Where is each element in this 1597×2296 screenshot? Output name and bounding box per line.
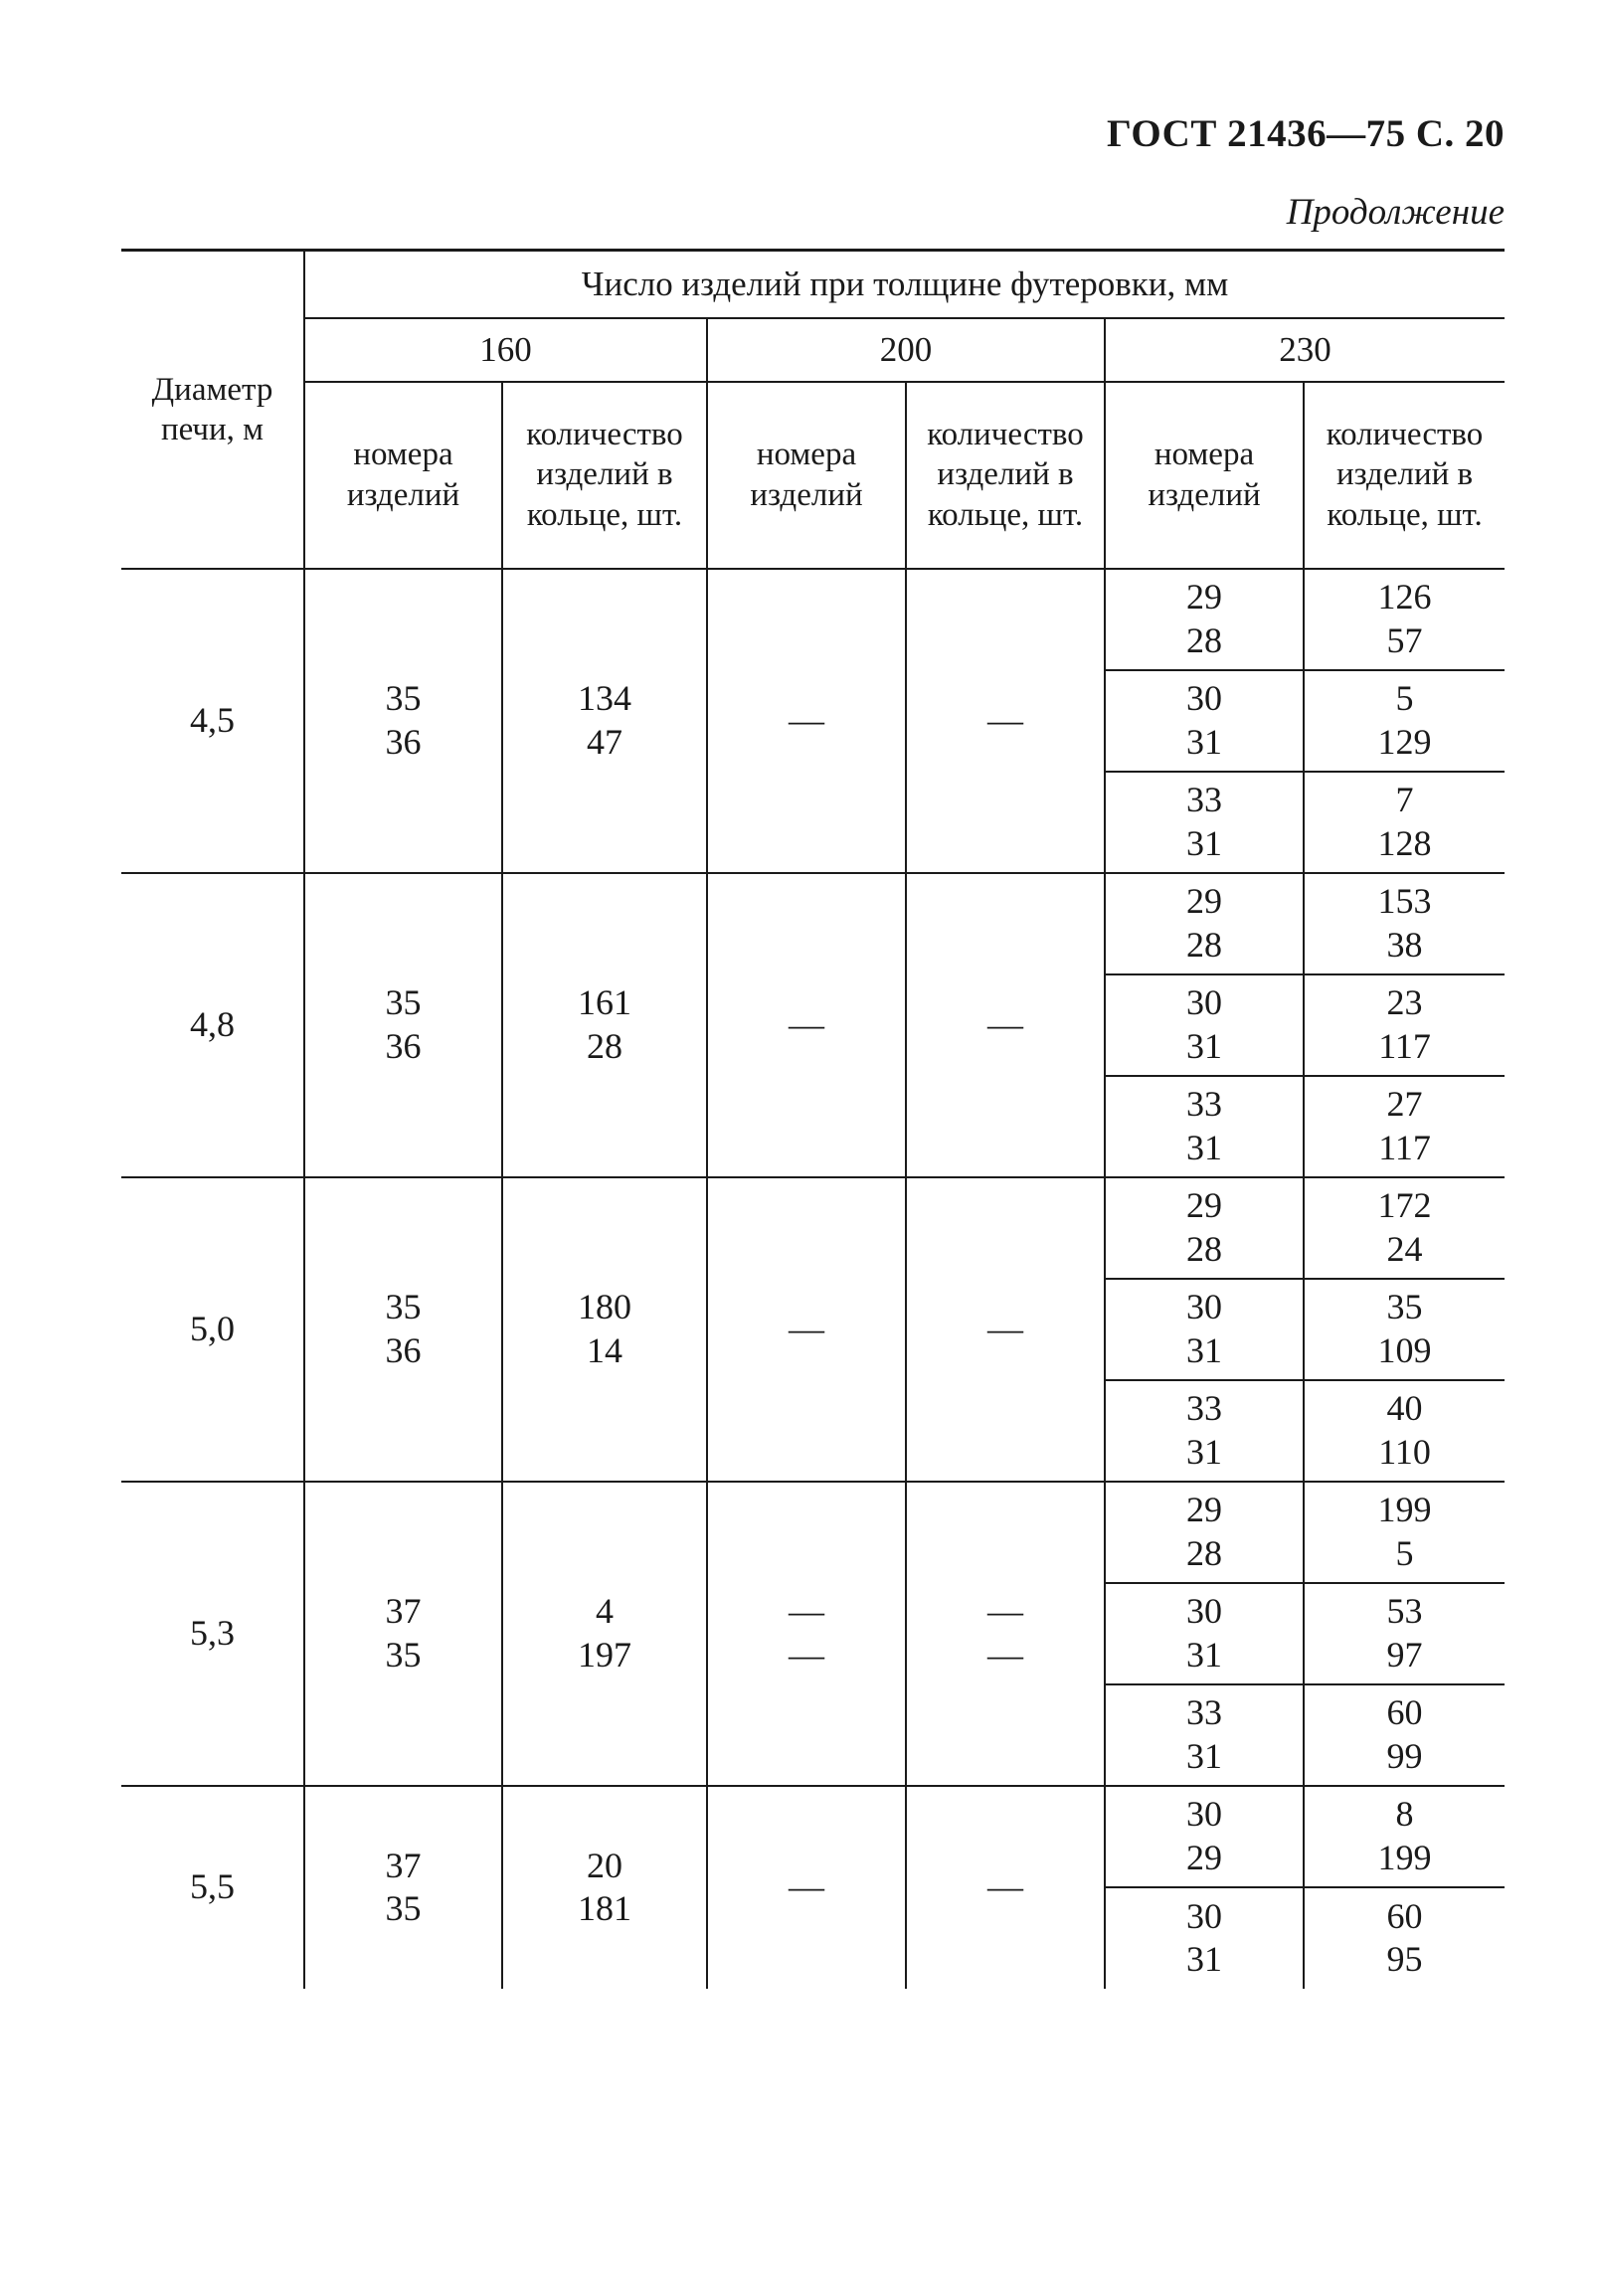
numbers-header: номера изделий (707, 382, 906, 569)
count-header: количество изделий в кольце, шт. (906, 382, 1105, 569)
dash: — (789, 1634, 824, 1675)
item-number: 29 (1186, 577, 1222, 618)
t230-numbers (1105, 974, 1304, 1076)
item-count: 153 (1377, 881, 1432, 922)
item-count: 5 (1395, 1532, 1414, 1573)
t160-numbers (304, 1786, 502, 1989)
item-number: 31 (1186, 822, 1222, 863)
item-count: 60 (1386, 1895, 1423, 1936)
t200-numbers (707, 1177, 906, 1482)
item-count: 53 (1386, 1591, 1423, 1632)
item-count: 95 (1386, 1939, 1423, 1979)
item-number: 31 (1186, 1127, 1222, 1167)
item-count: 23 (1386, 982, 1423, 1023)
t160-numbers (304, 873, 502, 1177)
item-number: 31 (1186, 1939, 1222, 1979)
item-number: 35 (385, 1634, 422, 1675)
item-count: 27 (1386, 1084, 1423, 1125)
t230-numbers (1105, 1887, 1304, 1989)
diameter-cell: 5,5 (121, 1786, 304, 1989)
t200-numbers (707, 1786, 906, 1989)
dash: — (987, 1308, 1023, 1348)
item-number: 29 (1186, 1490, 1222, 1530)
item-count: 126 (1377, 577, 1432, 618)
t230-numbers (1105, 772, 1304, 873)
dash: — (987, 1866, 1023, 1907)
item-number: 30 (1186, 1895, 1222, 1936)
item-number: 31 (1186, 1329, 1222, 1370)
t230-counts (1304, 873, 1505, 974)
t200-numbers (707, 569, 906, 873)
item-number: 33 (1186, 780, 1222, 820)
t230-counts (1304, 1583, 1505, 1684)
item-count: 38 (1386, 924, 1423, 965)
item-number: 28 (1186, 619, 1222, 660)
t200-numbers (707, 873, 906, 1177)
item-number: 37 (385, 1591, 422, 1632)
item-count: 47 (587, 721, 622, 762)
diameter-header: Диаметр печи, м (121, 251, 304, 569)
item-number: 36 (385, 1329, 422, 1370)
item-count: 134 (578, 678, 631, 719)
t230-numbers (1105, 1684, 1304, 1786)
t230-numbers (1105, 873, 1304, 974)
t230-counts (1304, 1887, 1505, 1989)
t200-counts (906, 1177, 1105, 1482)
item-count: 117 (1378, 1127, 1431, 1167)
t160-numbers (304, 569, 502, 873)
t230-counts (1304, 1279, 1505, 1380)
item-number: 31 (1186, 1634, 1222, 1675)
t160-counts (502, 569, 707, 873)
item-number: 31 (1186, 1735, 1222, 1776)
item-count: 28 (587, 1025, 622, 1066)
thickness-200-header: 200 (707, 318, 1105, 382)
item-number: 36 (385, 721, 422, 762)
t230-counts (1304, 1786, 1505, 1887)
item-number: 29 (1186, 881, 1222, 922)
item-number: 35 (385, 1888, 422, 1928)
item-count: 117 (1378, 1025, 1431, 1066)
t230-numbers (1105, 1279, 1304, 1380)
item-count: 14 (587, 1329, 622, 1370)
t160-counts (502, 1177, 707, 1482)
t160-counts (502, 1482, 707, 1786)
item-number: 30 (1186, 1287, 1222, 1327)
dash: — (987, 699, 1023, 740)
dash: — (789, 1308, 824, 1348)
t230-numbers (1105, 1482, 1304, 1583)
t230-counts (1304, 1177, 1505, 1279)
item-count: 128 (1377, 822, 1432, 863)
item-count: 99 (1386, 1735, 1423, 1776)
t230-numbers (1105, 1076, 1304, 1177)
dash: — (789, 1591, 824, 1632)
item-number: 35 (385, 1287, 422, 1327)
item-number: 28 (1186, 924, 1222, 965)
dash: — (987, 1591, 1023, 1632)
diameter-cell: 4,5 (190, 699, 235, 740)
continuation-label: Продолжение (1286, 192, 1505, 233)
item-number: 29 (1186, 1185, 1222, 1226)
thickness-160-header: 160 (304, 318, 707, 382)
item-number: 30 (1186, 1591, 1222, 1632)
item-count: 109 (1377, 1329, 1432, 1370)
item-count: 40 (1386, 1388, 1423, 1429)
thickness-230-header: 230 (1105, 318, 1505, 382)
item-number: 29 (1186, 1837, 1222, 1877)
item-count: 197 (578, 1634, 631, 1675)
item-number: 30 (1186, 678, 1222, 719)
item-count: 110 (1378, 1431, 1431, 1472)
dash: — (789, 1866, 824, 1907)
t230-counts (1304, 670, 1505, 772)
t230-numbers (1105, 1177, 1304, 1279)
t160-numbers (304, 1177, 502, 1482)
item-count: 57 (1386, 619, 1423, 660)
item-count: 7 (1395, 780, 1414, 820)
group-header: Число изделий при толщине футеровки, мм (304, 251, 1505, 318)
item-number: 33 (1186, 1084, 1222, 1125)
item-number: 31 (1186, 1025, 1222, 1066)
t230-numbers (1105, 1380, 1304, 1482)
t230-counts (1304, 569, 1505, 670)
item-number: 35 (385, 678, 422, 719)
lining-table (121, 249, 1505, 1989)
t200-numbers (707, 1482, 906, 1786)
t160-numbers (304, 1482, 502, 1786)
count-header: количество изделий в кольце, шт. (1304, 382, 1505, 569)
dash: — (789, 1003, 824, 1044)
item-number: 33 (1186, 1388, 1222, 1429)
item-number: 37 (385, 1845, 422, 1885)
t230-counts (1304, 772, 1505, 873)
item-count: 20 (587, 1845, 622, 1885)
item-count: 24 (1386, 1228, 1423, 1269)
item-count: 181 (578, 1888, 631, 1928)
item-count: 199 (1377, 1490, 1432, 1530)
dash: — (789, 699, 824, 740)
item-count: 97 (1386, 1634, 1423, 1675)
page-title: ГОСТ 21436—75 С. 20 (1107, 112, 1505, 155)
numbers-header: номера изделий (304, 382, 502, 569)
item-count: 5 (1395, 678, 1414, 719)
t200-counts (906, 1786, 1105, 1989)
item-number: 30 (1186, 1794, 1222, 1835)
diameter-cell: 5,3 (121, 1482, 304, 1786)
t230-numbers (1105, 670, 1304, 772)
item-number: 33 (1186, 1692, 1222, 1733)
dash: — (987, 1634, 1023, 1675)
item-count: 161 (578, 982, 631, 1023)
item-count: 129 (1377, 721, 1432, 762)
t160-counts (502, 873, 707, 1177)
t230-numbers (1105, 1786, 1304, 1887)
t230-numbers (1105, 1583, 1304, 1684)
item-number: 31 (1186, 1431, 1222, 1472)
t230-counts (1304, 1076, 1505, 1177)
count-header: количество изделий в кольце, шт. (502, 382, 707, 569)
item-number: 28 (1186, 1532, 1222, 1573)
item-count: 180 (578, 1287, 631, 1327)
item-count: 4 (596, 1591, 614, 1632)
item-number: 36 (385, 1025, 422, 1066)
item-number: 30 (1186, 982, 1222, 1023)
t230-counts (1304, 1380, 1505, 1482)
t200-counts (906, 873, 1105, 1177)
item-count: 60 (1386, 1692, 1423, 1733)
diameter-cell: 4,8 (121, 873, 304, 1177)
t230-counts (1304, 1684, 1505, 1786)
item-count: 172 (1377, 1185, 1432, 1226)
item-number: 28 (1186, 1228, 1222, 1269)
item-count: 35 (1386, 1287, 1423, 1327)
dash: — (987, 1003, 1023, 1044)
item-number: 31 (1186, 721, 1222, 762)
t200-counts (906, 1482, 1105, 1786)
t230-counts (1304, 1482, 1505, 1583)
numbers-header: номера изделий (1105, 382, 1304, 569)
item-count: 199 (1377, 1837, 1432, 1877)
item-number: 35 (385, 982, 422, 1023)
t200-counts (906, 569, 1105, 873)
t230-numbers (1105, 569, 1304, 670)
t230-counts (1304, 974, 1505, 1076)
diameter-cell: 5,0 (121, 1177, 304, 1482)
t160-counts (502, 1786, 707, 1989)
item-count: 8 (1395, 1794, 1414, 1835)
